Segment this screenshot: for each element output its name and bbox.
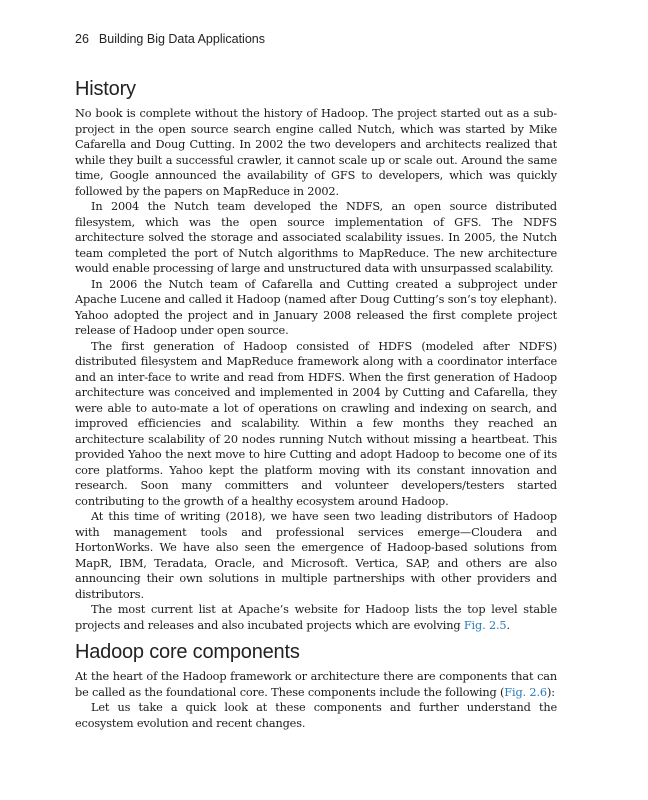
figure-link[interactable]: Fig. 2.6 (504, 685, 547, 699)
paragraph-text: The most current list at Apache’s website for Hadoop lists the top level stable projects and releases and also incubated projects which are evolving (75, 603, 557, 632)
section-heading-history: History (75, 78, 136, 100)
core-components-section-body (75, 669, 557, 731)
paragraph: No book is complete without the history of Hadoop. The project started out as a sub-project in the open source search engine called Nutch, which was started by Mike Cafarella and Doug Cutting. In 2002 the two developers and architects realized that while they built a successful crawler, it cannot scale up or scale out. Around the same time, Google announced the availability of GFS to developers, which was quickly followed by the papers on MapReduce in 2002. (75, 107, 557, 198)
book-title: Building Big Data Applications (98, 32, 265, 46)
paragraph: The first generation of Hadoop consisted of HDFS (modeled after NDFS) distributed filesystem and MapReduce framework along with a coordinator interface and an inter-face to write and read from HDFS. When the first generation of Hadoop architecture was conceived and implemented in 2004 by Cutting and Cafarella, they were able to auto-mate a lot of operations on crawling and indexing on search, and improved efficiencies and scalability. Within a few months they reached an architecture scalability of 20 nodes running Nutch without missing a heartbeat. This provided Yahoo the next move to hire Cutting and adopt Hadoop to become one of its core platforms. Yahoo kept the platform moving with its constant innovation and research. Soon many committers and volunteer developers/testers started contributing to the growth of a healthy ecosystem around Hadoop. (75, 339, 557, 508)
paragraph: Let us take a quick look at these components and further understand the ecosystem evolution and recent changes. (75, 701, 557, 730)
paragraph (75, 669, 557, 700)
paragraph-text: At the heart of the Hadoop framework or architecture there are components that can be called as the foundational core. These components include the following ( (75, 670, 557, 699)
paragraph (75, 602, 557, 633)
paragraph: In 2006 the Nutch team of Cafarella and Cutting created a subproject under Apache Lucene and called it Hadoop (named after Doug Cutting’s son’s toy elephant). Yahoo adopted the project and in January 2008 released the first complete project release of Hadoop under open source. (75, 277, 557, 337)
paragraph: In 2004 the Nutch team developed the NDFS, an open source distributed filesystem, which was the open source implementation of GFS. The NDFS architecture solved the storage and associated scalability issues. In 2005, the Nutch team completed the port of Nutch algorithms to MapReduce. The new architecture would enable processing of large and unstructured data with unsurpassed scalability. (75, 200, 557, 275)
paragraph-end: ): (546, 685, 555, 699)
running-head (75, 32, 265, 46)
history-section-body (75, 106, 557, 633)
figure-link[interactable]: Fig. 2.5 (463, 618, 507, 632)
paragraph-end: . (506, 618, 510, 632)
page-number: 26 (75, 32, 89, 46)
section-heading-core-components: Hadoop core components (75, 641, 300, 663)
paragraph: At this time of writing (2018), we have seen two leading distributors of Hadoop with management tools and professional services emerge—Cloudera and HortonWorks. We have also seen the emergence of Hadoop-based solutions from MapR, IBM, Teradata, Oracle, and Microsoft. Vertica, SAP, and others are also announcing their own solutions in multiple partnerships with other providers and distributors. (75, 510, 557, 601)
